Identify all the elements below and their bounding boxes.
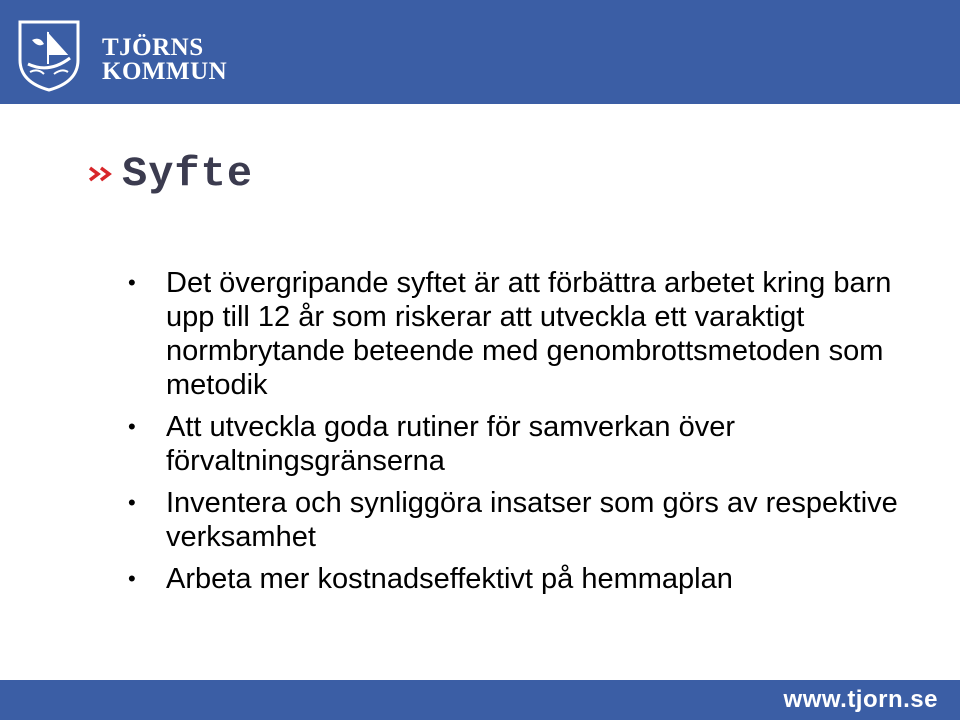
bullet-dot-icon: •	[128, 414, 136, 439]
bullet-item	[128, 410, 908, 478]
ship-emblem-icon	[14, 14, 84, 92]
bullet-dot-icon: •	[128, 270, 136, 295]
slide-title: Syfte	[122, 150, 254, 198]
logo-text	[102, 36, 227, 84]
bullet-item	[128, 266, 908, 402]
double-chevron-icon	[88, 163, 116, 185]
bullet-dot-icon: •	[128, 490, 136, 515]
bullet-list	[128, 266, 908, 604]
header-banner	[0, 0, 960, 104]
tjorns-kommun-logo	[14, 14, 228, 94]
logo-line-2: KOMMUN	[102, 58, 228, 85]
bullet-item	[128, 562, 908, 596]
bullet-text: Inventera och synliggöra insatser som görs av respektive verksamhet	[166, 487, 898, 553]
website-url: www.tjorn.se	[783, 686, 938, 713]
bullet-text: Att utveckla goda rutiner för samverkan över förvaltningsgränserna	[166, 411, 735, 477]
bullet-text: Det övergripande syftet är att förbättra arbetet kring barn upp till 12 år som riskerar att utveckla ett varaktigt normbrytande beteende med genombrottsmetoden som metodik	[166, 267, 892, 401]
logo-line-1: TJÖRNS	[102, 34, 204, 61]
bullet-dot-icon: •	[128, 566, 136, 591]
bullet-text: Arbeta mer kostnadseffektivt på hemmaplan	[166, 563, 733, 595]
footer-banner	[0, 680, 960, 720]
bullet-item	[128, 486, 908, 554]
slide-title-row	[88, 146, 253, 202]
